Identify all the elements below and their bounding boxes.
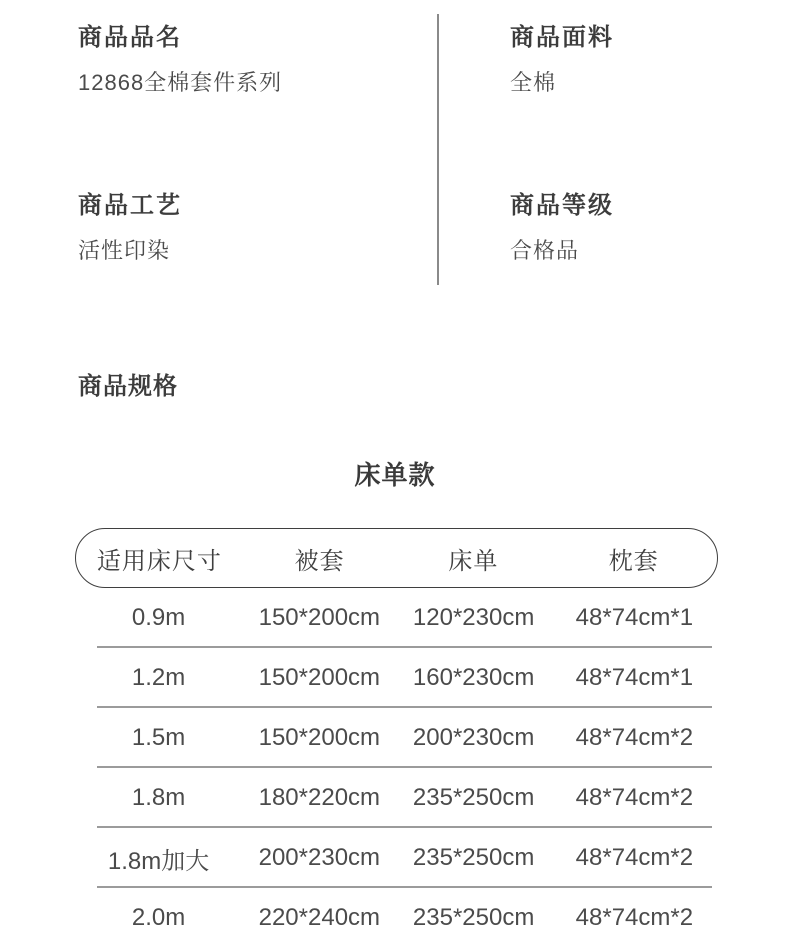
table-cell: 150*200cm (258, 724, 381, 751)
table-cell: 235*250cm (412, 844, 535, 871)
table-cell: 220*240cm (258, 904, 381, 931)
spec-table-title: 床单款 (354, 460, 436, 490)
table-cell: 235*250cm (412, 904, 535, 931)
table-cell: 48*74cm*2 (575, 844, 694, 871)
table-cell: 1.8m (131, 784, 186, 811)
info-field-label: 商品等级 (510, 192, 614, 219)
column-header-sheet: 床单 (448, 547, 499, 575)
info-field-value: 活性印染 (78, 238, 171, 263)
table-cell: 48*74cm*1 (575, 604, 694, 631)
column-header-pillowcase: 枕套 (608, 547, 659, 575)
table-row (75, 768, 718, 828)
table-cell: 235*250cm (412, 784, 535, 811)
table-cell: 48*74cm*2 (575, 724, 694, 751)
info-field-label: 商品工艺 (78, 192, 182, 219)
info-field-label: 商品面料 (510, 24, 614, 51)
table-cell: 150*200cm (258, 604, 381, 631)
info-field-value: 12868全棉套件系列 (78, 70, 283, 95)
table-row (75, 828, 718, 888)
table-cell: 180*220cm (258, 784, 381, 811)
info-field-value: 全棉 (510, 70, 557, 95)
column-header-duvet: 被套 (294, 547, 345, 575)
table-cell: 150*200cm (258, 664, 381, 691)
info-field-value: 合格品 (510, 238, 580, 263)
table-row (75, 588, 718, 648)
table-cell: 160*230cm (412, 664, 535, 691)
vertical-divider (437, 14, 439, 285)
info-field-craft (78, 192, 182, 264)
info-field-fabric (510, 24, 614, 96)
table-cell: 48*74cm*1 (575, 664, 694, 691)
table-header (75, 528, 718, 588)
table-cell: 1.5m (131, 724, 186, 751)
table-cell: 0.9m (131, 604, 186, 631)
table-cell: 2.0m (131, 904, 186, 931)
table-cell: 1.8m加大 (107, 847, 210, 875)
specs-section-label: 商品规格 (78, 373, 178, 400)
table-cell: 48*74cm*2 (575, 784, 694, 811)
table-cell: 1.2m (131, 664, 186, 691)
table-row (75, 708, 718, 768)
info-field-label: 商品品名 (78, 24, 182, 51)
table-cell: 48*74cm*2 (575, 904, 694, 931)
info-field-product-name (78, 24, 282, 96)
table-row (75, 888, 718, 941)
info-field-grade (510, 192, 614, 264)
spec-table (75, 528, 718, 941)
table-cell: 200*230cm (258, 844, 381, 871)
table-row (75, 648, 718, 708)
table-cell: 120*230cm (412, 604, 535, 631)
table-cell: 200*230cm (412, 724, 535, 751)
column-header-bed-size: 适用床尺寸 (96, 547, 222, 575)
